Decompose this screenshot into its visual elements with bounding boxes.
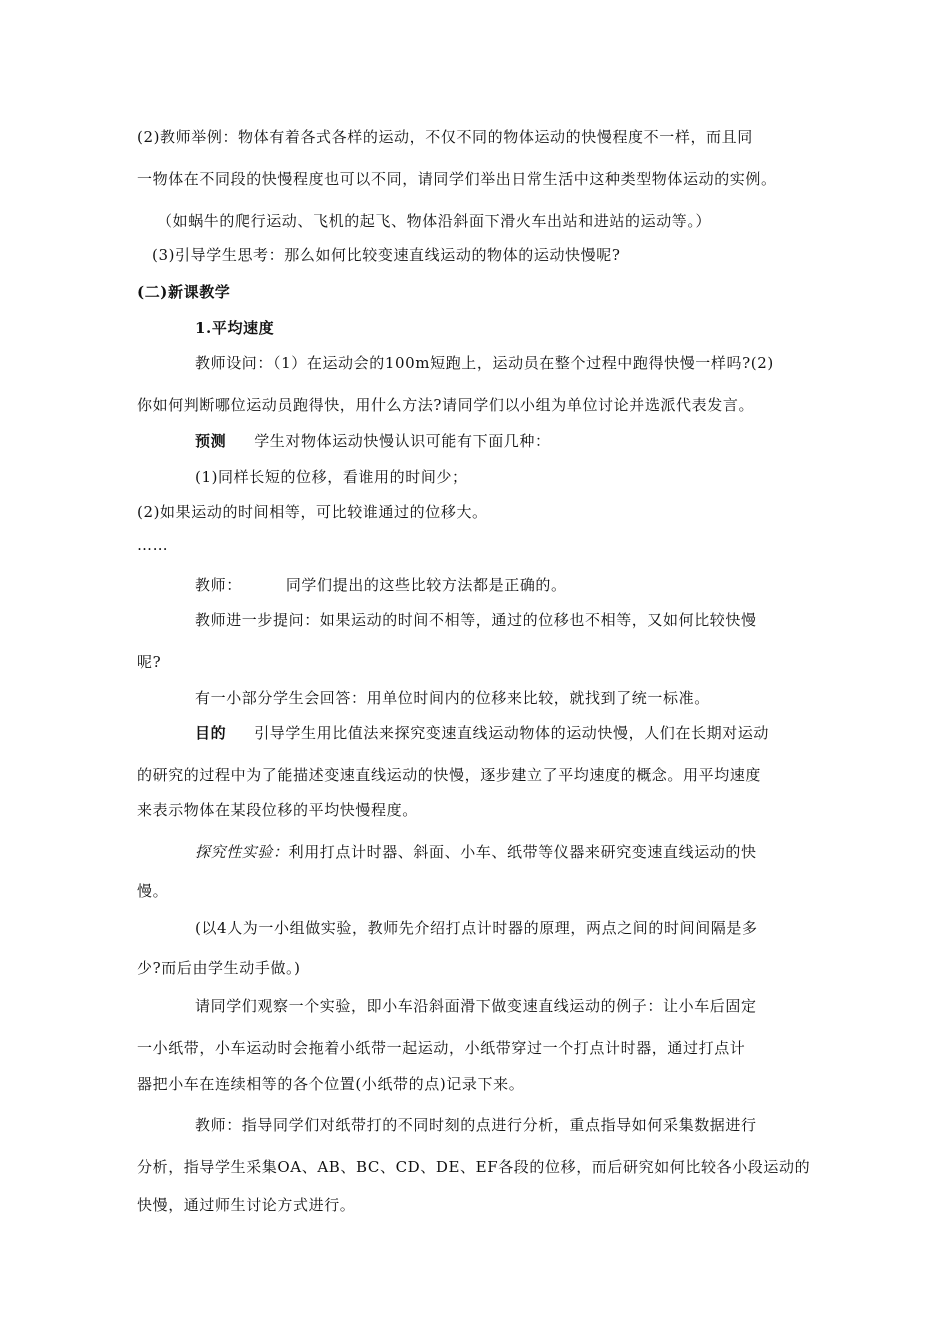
paragraph-line: 有一小部分学生会回答：用单位时间内的位移来比较，就找到了统一标准。 <box>195 689 710 707</box>
paragraph-line: 教师进一步提问：如果运动的时间不相等，通过的位移也不相等，又如何比较快慢 <box>195 611 757 629</box>
ellipsis-line: …… <box>137 536 169 554</box>
section-heading: (二)新课教学 <box>137 283 231 301</box>
paragraph-line: 请同学们观察一个实验，即小车沿斜面滑下做变速直线运动的例子：让小车后固定 <box>195 997 757 1015</box>
experiment-text: 利用打点计时器、斜面、小车、纸带等仪器来研究变速直线运动的快 <box>288 843 757 861</box>
paragraph-line: 快慢，通过师生讨论方式进行。 <box>137 1196 356 1214</box>
paragraph-line: 一物体在不同段的快慢程度也可以不同，请同学们举出日常生活中这种类型物体运动的实例。 <box>137 170 777 188</box>
paragraph-line: （如蜗牛的爬行运动、飞机的起飞、物体沿斜面下滑火车出站和进站的运动等。） <box>157 212 712 230</box>
paragraph-line: 教师设问：（1）在运动会的100m短跑上，运动员在整个过程中跑得快慢一样吗?(2) <box>195 354 774 372</box>
label-prediction: 预测 <box>195 432 227 450</box>
label-teacher: 教师： <box>195 576 242 594</box>
paragraph-line <box>195 723 769 743</box>
paragraph-line: 分析，指导学生采集OA、AB、BC、CD、DE、EF各段的位移，而后研究如何比较各小段运动的 <box>137 1158 811 1176</box>
paragraph-line: 一小纸带，小车运动时会拖着小纸带一起运动，小纸带穿过一个打点计时器，通过打点计 <box>137 1039 746 1057</box>
purpose-text: 引导学生用比值法来探究变速直线运动物体的运动快慢，人们在长期对运动 <box>254 724 770 742</box>
paragraph-line: 器把小车在连续相等的各个位置(小纸带的点)记录下来。 <box>137 1075 525 1093</box>
paragraph-line: (1)同样长短的位移，看谁用的时间少； <box>195 468 468 486</box>
prediction-text: 学生对物体运动快慢认识可能有下面几种： <box>254 432 551 450</box>
label-experiment: 探究性实验： <box>195 843 289 861</box>
paragraph-line: 来表示物体在某段位移的平均快慢程度。 <box>137 801 418 819</box>
paragraph-line <box>195 431 551 451</box>
paragraph-line: (以4人为一小组做实验，教师先介绍打点计时器的原理，两点之间的时间间隔是多 <box>195 919 758 937</box>
paragraph-line: 你如何判断哪位运动员跑得快，用什么方法?请同学们以小组为单位讨论并选派代表发言。 <box>137 396 755 414</box>
paragraph-line: (2)如果运动的时间相等，可比较谁通过的位移大。 <box>137 503 488 521</box>
paragraph-line: (2)教师举例：物体有着各式各样的运动，不仅不同的物体运动的快慢程度不一样，而且同 <box>137 128 753 146</box>
paragraph-line: 呢? <box>137 653 162 671</box>
paragraph-line: 教师：指导同学们对纸带打的不同时刻的点进行分析，重点指导如何采集数据进行 <box>195 1116 757 1134</box>
paragraph-line: (3)引导学生思考：那么如何比较变速直线运动的物体的运动快慢呢? <box>152 246 621 264</box>
label-purpose: 目的 <box>195 724 227 742</box>
teacher-text: 同学们提出的这些比较方法都是正确的。 <box>285 576 567 594</box>
paragraph-line: 少?而后由学生动手做。) <box>137 959 301 977</box>
paragraph-line: 的研究的过程中为了能描述变速直线运动的快慢，逐步建立了平均速度的概念。用平均速度 <box>137 766 762 784</box>
paragraph-line: 慢。 <box>137 882 169 900</box>
paragraph-line <box>195 575 567 595</box>
paragraph-line <box>195 842 757 862</box>
subsection-heading: 1.平均速度 <box>195 319 275 337</box>
